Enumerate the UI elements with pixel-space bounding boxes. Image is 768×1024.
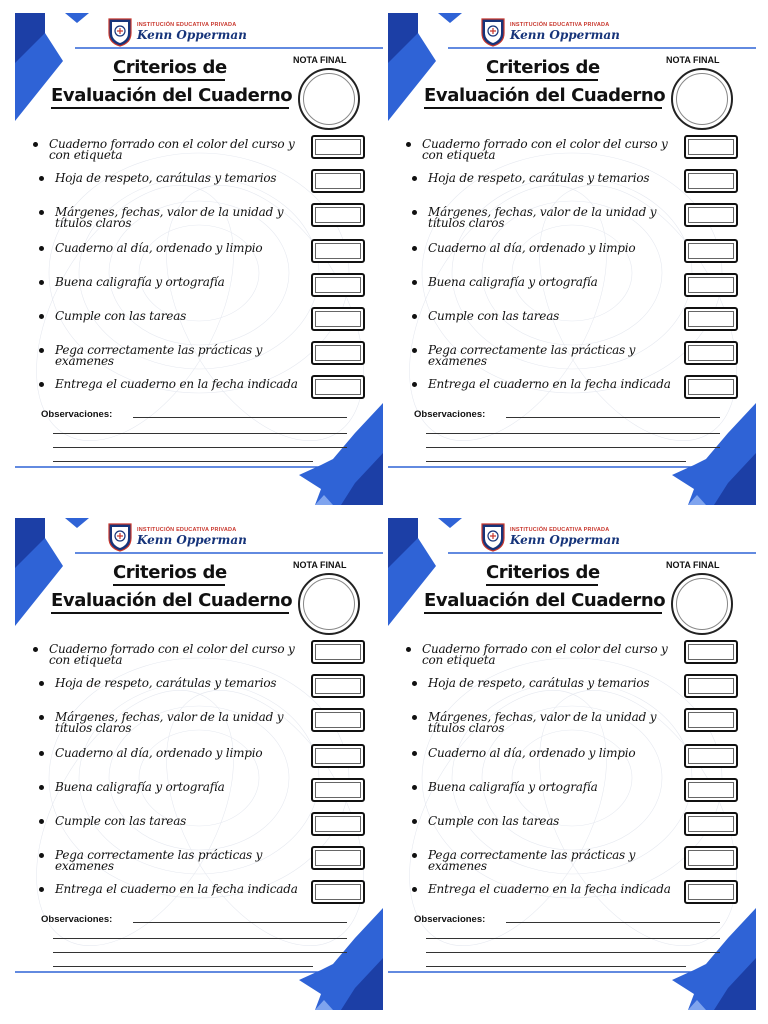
title-line-2: Evaluación del Cuaderno [424, 85, 666, 106]
criterion-label: Pega correctamente las prácticas y exámenes [55, 848, 263, 873]
observaciones-line[interactable] [53, 952, 347, 953]
observaciones-line[interactable] [426, 461, 686, 462]
school-crest-icon [480, 522, 506, 552]
observaciones-line[interactable] [53, 447, 347, 448]
bullet-icon [39, 246, 44, 251]
school-crest-icon [107, 522, 133, 552]
bullet-icon [412, 887, 417, 892]
bullet-icon [412, 246, 417, 251]
title-line-1-underline [113, 79, 225, 81]
bullet-icon [39, 681, 44, 686]
bullet-icon [39, 280, 44, 285]
criterion-item [428, 243, 690, 254]
score-box[interactable] [311, 169, 365, 193]
criterion-label: Márgenes, fechas, valor de la unidad y títulos claros [428, 710, 657, 735]
bullet-icon [412, 681, 417, 686]
criterion-item [55, 379, 317, 390]
title-line-1: Criterios de [113, 562, 227, 583]
score-box[interactable] [684, 674, 738, 698]
criterion-item [55, 850, 317, 872]
criterion-item [55, 243, 317, 254]
score-box[interactable] [684, 880, 738, 904]
school-crest-icon [107, 17, 133, 47]
bullet-icon [412, 280, 417, 285]
criterion-label: Hoja de respeto, carátulas y temarios [428, 676, 650, 690]
title-line-2-underline [51, 107, 289, 109]
criterion-item [428, 850, 690, 872]
score-box[interactable] [311, 880, 365, 904]
criterion-item [428, 345, 690, 367]
criterion-item [55, 748, 317, 759]
criterion-item [428, 173, 690, 184]
score-box[interactable] [684, 640, 738, 664]
criterion-label: Buena caligrafía y ortografía [428, 780, 598, 794]
corner-accent-top [438, 518, 462, 528]
score-box[interactable] [684, 812, 738, 836]
observaciones-line[interactable] [133, 417, 347, 418]
school-name: Kenn Opperman [510, 533, 620, 548]
score-box[interactable] [311, 239, 365, 263]
criterion-item [55, 207, 317, 229]
school-crest-icon [480, 17, 506, 47]
school-institution-label: INSTITUCIÓN EDUCATIVA PRIVADA [510, 526, 610, 533]
bullet-icon [412, 176, 417, 181]
nota-final-label: NOTA FINAL [293, 55, 347, 65]
nota-final-label: NOTA FINAL [666, 560, 720, 570]
criterion-item [428, 311, 690, 322]
score-box[interactable] [311, 778, 365, 802]
score-box[interactable] [684, 203, 738, 227]
bullet-icon [39, 715, 44, 720]
school-logo [107, 520, 247, 554]
criterion-item [428, 277, 690, 288]
bullet-icon [412, 382, 417, 387]
criterion-label: Buena caligrafía y ortografía [55, 780, 225, 794]
criterion-item [55, 712, 317, 734]
observaciones-label: Observaciones: [41, 914, 113, 925]
criterion-label: Pega correctamente las prácticas y exámenes [428, 343, 636, 368]
score-box[interactable] [684, 239, 738, 263]
school-institution-label: INSTITUCIÓN EDUCATIVA PRIVADA [137, 21, 237, 28]
score-box[interactable] [311, 640, 365, 664]
observaciones-line[interactable] [426, 447, 720, 448]
title-line-1-underline [486, 79, 598, 81]
observaciones-line[interactable] [133, 922, 347, 923]
bullet-icon [39, 348, 44, 353]
nota-final-label: NOTA FINAL [293, 560, 347, 570]
evaluation-card-3 [15, 518, 383, 1010]
criterion-label: Hoja de respeto, carátulas y temarios [428, 171, 650, 185]
criterion-item [428, 884, 690, 895]
criterion-label: Cuaderno al día, ordenado y limpio [55, 746, 263, 760]
score-box[interactable] [684, 307, 738, 331]
bullet-icon [39, 210, 44, 215]
criterion-item [55, 311, 317, 322]
bullet-icon [412, 314, 417, 319]
bullet-icon [39, 751, 44, 756]
evaluation-card-2 [388, 13, 756, 505]
criterion-label: Cuaderno al día, ordenado y limpio [428, 746, 636, 760]
school-name: Kenn Opperman [137, 28, 247, 43]
criterion-label: Cuaderno forrado con el color del curso y con etiqueta [49, 642, 295, 667]
score-box[interactable] [311, 708, 365, 732]
criterion-item [422, 139, 684, 161]
criterion-label: Cuaderno al día, ordenado y limpio [428, 241, 636, 255]
corner-accent-top [65, 518, 89, 528]
criterion-item [55, 884, 317, 895]
score-box[interactable] [311, 273, 365, 297]
observaciones-line[interactable] [426, 938, 720, 939]
school-name: Kenn Opperman [137, 533, 247, 548]
score-box[interactable] [311, 744, 365, 768]
criterion-item [55, 782, 317, 793]
title-line-2: Evaluación del Cuaderno [51, 85, 293, 106]
criterion-label: Cumple con las tareas [428, 814, 560, 828]
observaciones-line[interactable] [53, 433, 347, 434]
observaciones-line[interactable] [426, 952, 720, 953]
title-line-2: Evaluación del Cuaderno [51, 590, 293, 611]
corner-accent-top [438, 13, 462, 23]
title-line-1: Criterios de [486, 57, 600, 78]
school-institution-label: INSTITUCIÓN EDUCATIVA PRIVADA [510, 21, 610, 28]
nota-final-circle[interactable] [671, 68, 733, 130]
observaciones-label: Observaciones: [414, 409, 486, 420]
criterion-item [428, 379, 690, 390]
title-line-1-underline [113, 584, 225, 586]
criterion-label: Cumple con las tareas [55, 814, 187, 828]
bullet-icon [39, 819, 44, 824]
bullet-icon [39, 853, 44, 858]
observaciones-line[interactable] [53, 938, 347, 939]
title-line-1-underline [486, 584, 598, 586]
bullet-icon [33, 142, 38, 147]
score-box[interactable] [684, 273, 738, 297]
title-line-2-underline [424, 107, 662, 109]
school-name: Kenn Opperman [510, 28, 620, 43]
criterion-item [428, 748, 690, 759]
nota-final-label: NOTA FINAL [666, 55, 720, 65]
criterion-item [55, 173, 317, 184]
score-box[interactable] [311, 812, 365, 836]
criterion-label: Hoja de respeto, carátulas y temarios [55, 171, 277, 185]
score-box[interactable] [684, 341, 738, 365]
bullet-icon [39, 382, 44, 387]
criterion-label: Entrega el cuaderno en la fecha indicada [428, 377, 671, 391]
score-box[interactable] [311, 846, 365, 870]
score-box[interactable] [311, 341, 365, 365]
observaciones-line[interactable] [426, 433, 720, 434]
school-logo [480, 520, 620, 554]
criterion-item [49, 644, 311, 666]
corner-accent-top [65, 13, 89, 23]
score-box[interactable] [311, 375, 365, 399]
criterion-label: Buena caligrafía y ortografía [428, 275, 598, 289]
title-line-1: Criterios de [486, 562, 600, 583]
bullet-icon [412, 819, 417, 824]
bullet-icon [406, 142, 411, 147]
nota-final-circle[interactable] [671, 573, 733, 635]
criterion-item [55, 277, 317, 288]
criterion-item [428, 816, 690, 827]
criterion-label: Cumple con las tareas [428, 309, 560, 323]
score-box[interactable] [684, 744, 738, 768]
score-box[interactable] [311, 674, 365, 698]
observaciones-line[interactable] [53, 966, 313, 967]
observaciones-label: Observaciones: [41, 409, 113, 420]
criterion-label: Cumple con las tareas [55, 309, 187, 323]
title-line-2: Evaluación del Cuaderno [424, 590, 666, 611]
score-box[interactable] [311, 135, 365, 159]
bullet-icon [39, 314, 44, 319]
criterion-label: Pega correctamente las prácticas y exámenes [55, 343, 263, 368]
criterion-label: Márgenes, fechas, valor de la unidad y títulos claros [55, 205, 284, 230]
nota-final-circle[interactable] [298, 68, 360, 130]
criterion-label: Cuaderno forrado con el color del curso y con etiqueta [422, 137, 668, 162]
bullet-icon [39, 887, 44, 892]
title-line-2-underline [51, 612, 289, 614]
criterion-item [55, 345, 317, 367]
school-logo [107, 15, 247, 49]
bullet-icon [412, 751, 417, 756]
score-box[interactable] [311, 203, 365, 227]
criterion-label: Hoja de respeto, carátulas y temarios [55, 676, 277, 690]
criterion-label: Buena caligrafía y ortografía [55, 275, 225, 289]
criterion-item [428, 678, 690, 689]
bullet-icon [39, 785, 44, 790]
score-box[interactable] [311, 307, 365, 331]
criterion-label: Pega correctamente las prácticas y exámenes [428, 848, 636, 873]
criterion-label: Márgenes, fechas, valor de la unidad y títulos claros [55, 710, 284, 735]
criterion-item [49, 139, 311, 161]
score-box[interactable] [684, 375, 738, 399]
criterion-label: Cuaderno forrado con el color del curso y con etiqueta [422, 642, 668, 667]
bullet-icon [33, 647, 38, 652]
score-box[interactable] [684, 708, 738, 732]
bullet-icon [412, 785, 417, 790]
title-line-1: Criterios de [113, 57, 227, 78]
bullet-icon [412, 853, 417, 858]
criterion-label: Cuaderno forrado con el color del curso y con etiqueta [49, 137, 295, 162]
observaciones-line[interactable] [506, 417, 720, 418]
bullet-icon [39, 176, 44, 181]
observaciones-line[interactable] [506, 922, 720, 923]
score-box[interactable] [684, 778, 738, 802]
criterion-item [422, 644, 684, 666]
evaluation-card-4 [388, 518, 756, 1010]
criterion-item [428, 712, 690, 734]
evaluation-card-1 [15, 13, 383, 505]
bullet-icon [412, 348, 417, 353]
criterion-item [55, 678, 317, 689]
score-box[interactable] [684, 846, 738, 870]
score-box[interactable] [684, 135, 738, 159]
observaciones-line[interactable] [426, 966, 686, 967]
bullet-icon [412, 210, 417, 215]
nota-final-circle[interactable] [298, 573, 360, 635]
school-logo [480, 15, 620, 49]
school-institution-label: INSTITUCIÓN EDUCATIVA PRIVADA [137, 526, 237, 533]
bullet-icon [412, 715, 417, 720]
criterion-item [428, 782, 690, 793]
criterion-item [55, 816, 317, 827]
criterion-label: Entrega el cuaderno en la fecha indicada [55, 377, 298, 391]
criterion-label: Entrega el cuaderno en la fecha indicada [55, 882, 298, 896]
score-box[interactable] [684, 169, 738, 193]
observaciones-line[interactable] [53, 461, 313, 462]
criterion-label: Entrega el cuaderno en la fecha indicada [428, 882, 671, 896]
criterion-item [428, 207, 690, 229]
observaciones-label: Observaciones: [414, 914, 486, 925]
criterion-label: Márgenes, fechas, valor de la unidad y títulos claros [428, 205, 657, 230]
criterion-label: Cuaderno al día, ordenado y limpio [55, 241, 263, 255]
bullet-icon [406, 647, 411, 652]
title-line-2-underline [424, 612, 662, 614]
